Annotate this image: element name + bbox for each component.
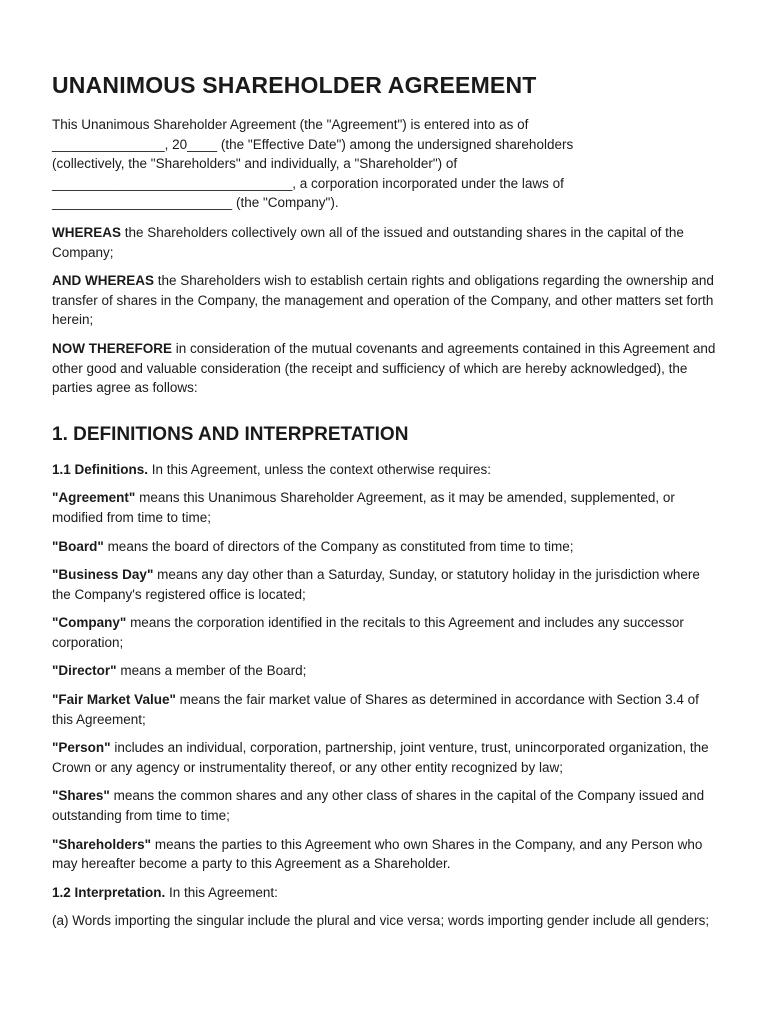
- definition-item: [52, 661, 718, 681]
- clause-text: In this Agreement:: [165, 884, 278, 900]
- recital-now-therefore: [52, 339, 718, 398]
- intro-line-1: This Unanimous Shareholder Agreement (the "Agreement") is entered into as of: [52, 117, 529, 132]
- definition-term: "Director": [52, 663, 117, 679]
- definition-text: means the board of directors of the Company as constituted from time to time;: [103, 538, 574, 554]
- definition-term: "Shares": [52, 788, 110, 804]
- clause-number: 1.1 Definitions.: [52, 461, 149, 477]
- definition-text: means a member of the Board;: [116, 663, 307, 679]
- recital-whereas: [52, 223, 718, 262]
- intro-paragraph: [52, 115, 718, 213]
- definition-item: [52, 613, 718, 652]
- definition-text: means this Unanimous Shareholder Agreement, as it may be amended, supplemented, or modified from time to time;: [52, 490, 675, 525]
- definition-term: "Company": [52, 615, 127, 631]
- definition-item: [52, 835, 718, 874]
- definition-item: [52, 786, 718, 825]
- recital-text: in consideration of the mutual covenants and agreements contained in this Agreement and other good and valuable consideration (the receipt and sufficiency of which are hereby acknowledged), the parties agree as follows:: [52, 340, 716, 396]
- definition-item: [52, 738, 718, 777]
- definition-text: means any day other than a Saturday, Sunday, or statutory holiday in the jurisdiction where the Company's registered office is located;: [52, 567, 700, 602]
- definition-text: means the corporation identified in the recitals to this Agreement and includes any successor corporation;: [52, 615, 684, 650]
- recital-lead: AND WHEREAS: [52, 273, 155, 289]
- definition-term: "Agreement": [52, 490, 136, 506]
- intro-line-3: (collectively, the "Shareholders" and individually, a "Shareholder") of: [52, 156, 458, 172]
- definition-term: "Shareholders": [52, 836, 152, 852]
- definition-text: means the parties to this Agreement who own Shares in the Company, and any Person who may hereafter become a party to this Agreement as a Shareholder.: [52, 836, 703, 872]
- definition-text: includes an individual, corporation, partnership, joint venture, trust, unincorporated organization, the Crown or any agency or instrumentality thereof, or any other entity recognized by law;: [52, 740, 709, 775]
- recital-text: the Shareholders wish to establish certain rights and obligations regarding the ownership and transfer of shares in the Company, the management and operation of the Company, and other matters set forth herein;: [52, 273, 714, 328]
- definition-term: "Business Day": [52, 567, 154, 583]
- intro-line-5: ________________________ (the "Company").: [52, 195, 339, 211]
- definition-item: [52, 690, 718, 729]
- definition-item: [52, 565, 718, 604]
- intro-line-2: _______________, 20____ (the "Effective Date") among the undersigned shareholders: [52, 136, 574, 152]
- definition-item: [52, 488, 718, 527]
- intro-line-4: ________________________________, a corporation incorporated under the laws of: [52, 175, 564, 191]
- recital-and-whereas: [52, 271, 718, 330]
- interpretation-item-a: (a) Words importing the singular include the plural and vice versa; words importing gender include all genders;: [52, 913, 710, 929]
- definition-text: means the common shares and any other class of shares in the capital of the Company issued and outstanding from time to time;: [52, 788, 705, 824]
- definitions-intro: [52, 460, 718, 480]
- document-title: UNANIMOUS SHAREHOLDER AGREEMENT: [52, 72, 537, 98]
- recital-lead: WHEREAS: [52, 224, 122, 240]
- clause-number: 1.2 Interpretation.: [52, 884, 166, 900]
- definition-term: "Fair Market Value": [52, 692, 176, 708]
- clause-text: In this Agreement, unless the context otherwise requires:: [148, 461, 491, 477]
- interpretation-intro: [52, 883, 718, 903]
- recital-text: the Shareholders collectively own all of the issued and outstanding shares in the capital of the Company;: [52, 224, 684, 260]
- section-heading: 1. DEFINITIONS AND INTERPRETATION: [52, 423, 409, 445]
- definition-term: "Person": [52, 740, 111, 756]
- definition-term: "Board": [52, 538, 104, 554]
- recital-lead: NOW THEREFORE: [52, 340, 172, 356]
- definition-text: means the fair market value of Shares as determined in accordance with Section 3.4 of this Agreement;: [52, 692, 699, 727]
- definition-item: [52, 537, 718, 557]
